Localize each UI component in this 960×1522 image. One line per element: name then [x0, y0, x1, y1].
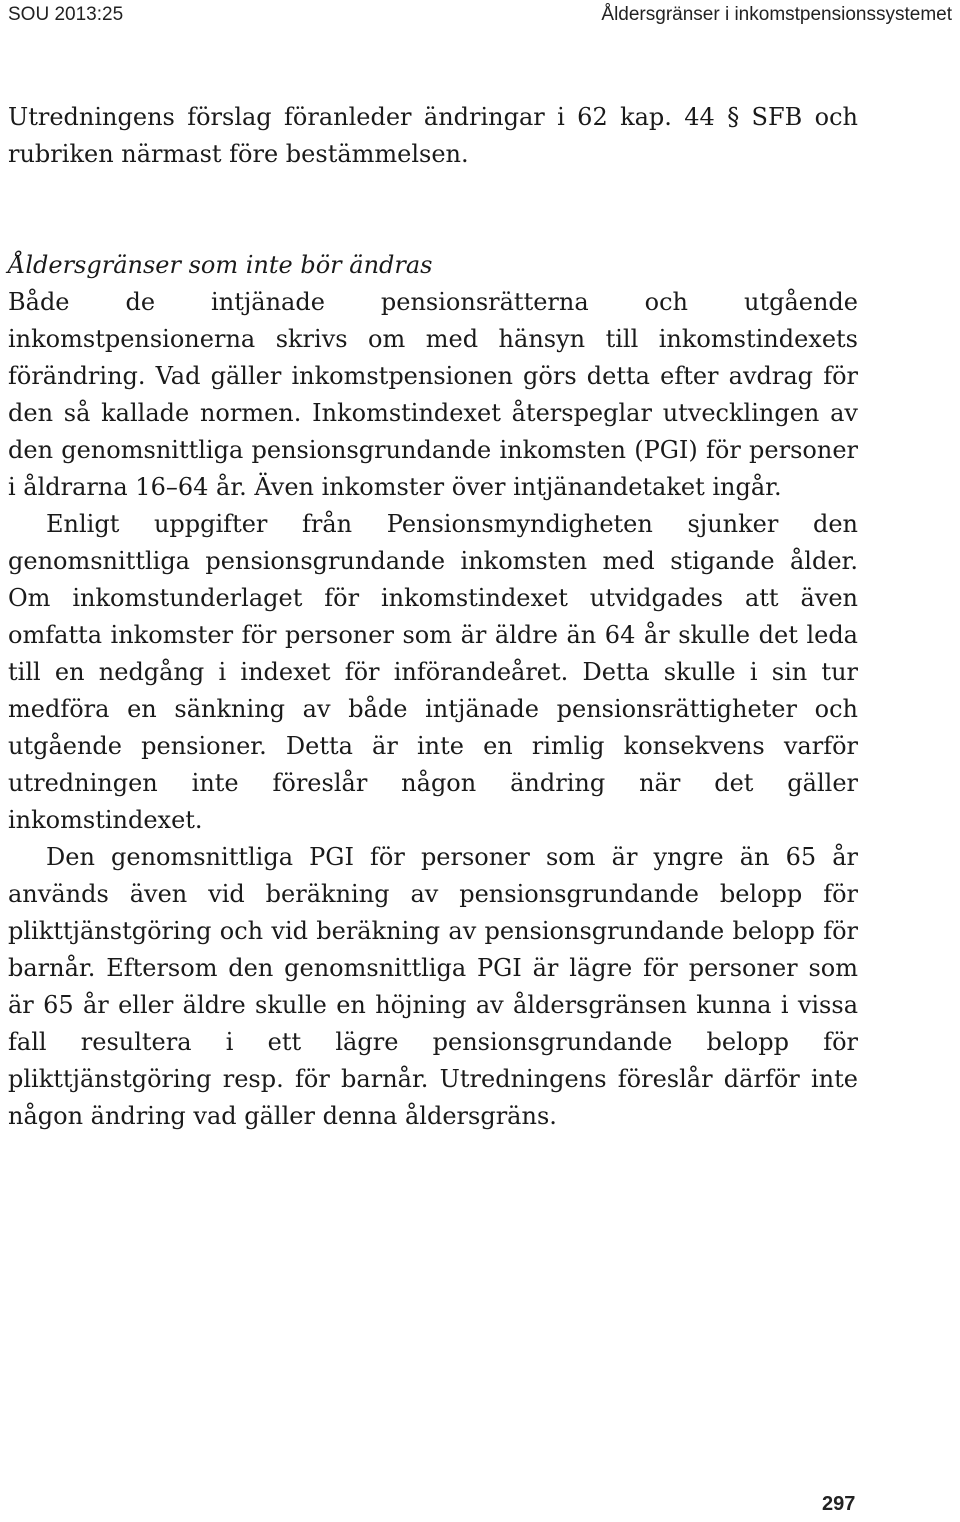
- running-title: Åldersgränser i inkomstpensionssystemet: [601, 4, 952, 25]
- page-body: [8, 99, 858, 1135]
- page-number: 297: [822, 1493, 856, 1515]
- body-paragraph-1: Både de intjänade pensionsrätterna och utgående inkomstpensionerna skrivs om med hänsyn till inkomstindexets förändring. Vad gäller inkomstpensionen görs detta efter avdrag för den så kallade normen. Inkomstindexet återspeglar utvecklingen av den genomsnittliga pensionsgrundande inkomsten (PGI) för personer i åldrarna 16–64 år. Även inkomster över intjänandetaket ingår.: [8, 288, 858, 501]
- page-header: [8, 4, 952, 32]
- report-id: SOU 2013:25: [8, 4, 124, 25]
- spacer: [8, 173, 858, 247]
- intro-paragraph: Utredningens förslag föranleder ändringar i 62 kap. 44 § SFB och rubriken närmast före bestämmelsen.: [8, 103, 858, 168]
- body-paragraph-3: Den genomsnittliga PGI för personer som är yngre än 65 år används även vid beräkning av pensionsgrundande belopp för plikttjänstgöring och vid beräkning av pensionsgrundande belopp för barnår. Eftersom den genomsnittliga PGI är lägre för personer som är 65 år eller äldre skulle en höjning av åldersgränsen kunna i vissa fall resultera i ett lägre pensionsgrundande belopp för plikttjänstgöring resp. för barnår. Utredningens föreslår därför inte någon ändring vad gäller denna åldersgräns.: [8, 843, 858, 1130]
- body-paragraph-2: Enligt uppgifter från Pensionsmyndigheten sjunker den genomsnittliga pensionsgrundande inkomsten med stigande ålder. Om inkomstunderlaget för inkomstindexet utvidgades att även omfatta inkomster för personer som är äldre än 64 år skulle det leda till en nedgång i indexet för införandeåret. Detta skulle i sin tur medföra en sänkning av både intjänade pensionsrättigheter och utgående pensioner. Detta är inte en rimlig konsekvens varför utredningen inte föreslår någon ändring när det gäller inkomstindexet.: [8, 510, 858, 834]
- section-heading: Åldersgränser som inte bör ändras: [8, 251, 433, 279]
